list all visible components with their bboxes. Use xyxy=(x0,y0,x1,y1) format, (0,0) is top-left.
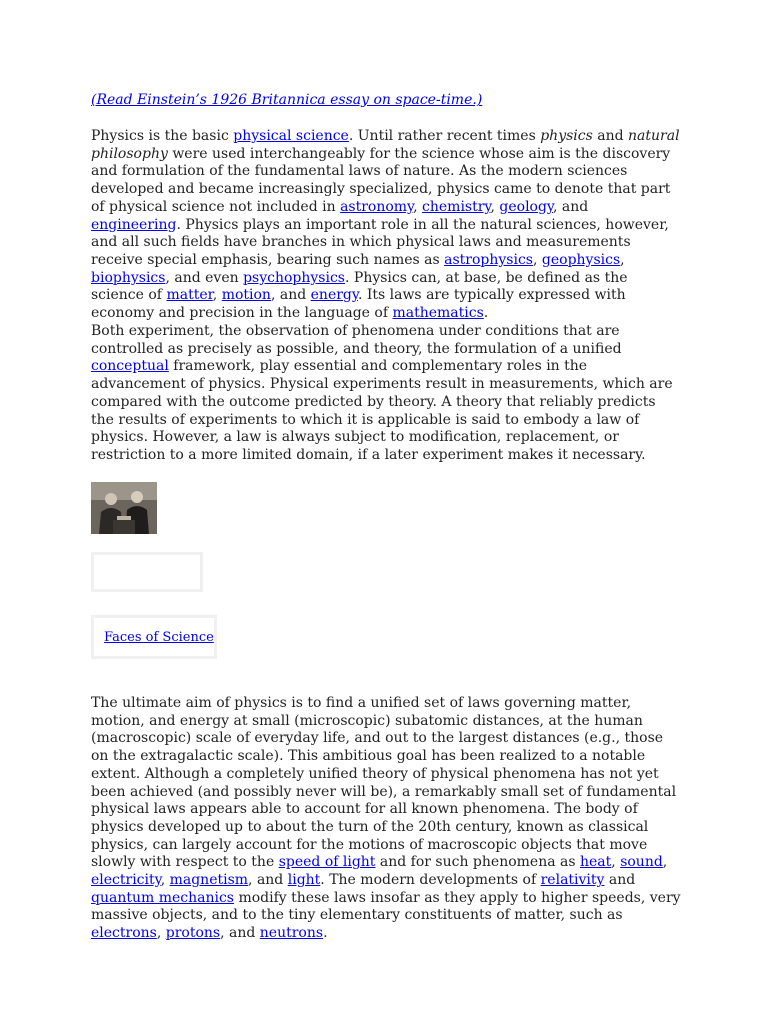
link-protons[interactable]: protons xyxy=(165,925,221,942)
link-quantum-mechanics[interactable]: quantum mechanics xyxy=(91,889,234,906)
scientists-photo-image xyxy=(91,482,157,534)
link-electrons[interactable]: electrons xyxy=(91,925,157,942)
faces-of-science-link[interactable]: Faces of Science xyxy=(104,630,214,645)
emphasis-natural-philosophy: natural philosophy xyxy=(91,128,680,162)
emphasis-physics: physics xyxy=(540,128,593,144)
link-geophysics[interactable]: geophysics xyxy=(541,251,621,268)
link-physical-science[interactable]: physical science xyxy=(233,128,349,144)
link-engineering[interactable]: engineering xyxy=(91,216,177,233)
link-astronomy[interactable]: astronomy xyxy=(340,198,414,215)
link-chemistry[interactable]: chemistry xyxy=(422,198,491,215)
paragraph-ultimate-aim: The ultimate aim of physics is to find a unified set of laws governing matter, motion, and energy at small (microscopic) subatomic distances, at the human (macroscopic) scale of everyday life, and out to the largest distances (e.g., those on the extragalactic scale). This ambitious goal has been realized to a notable extent. Although a completely unified theory of physical phenomena has not yet been achieved (and possibly never will be), a remarkably small set of fundamental physical laws appears able to account for all known phenomena. The body of physics developed up to about the turn of the 20th century, known as classical physics, can largely account for the motions of macroscopic objects that move slowly with respect to the speed of light and for such phenomena as heat, sound, electricity, magnetism, and light. The modern developments of relativity and quantum mechanics modify these laws insofar as they apply to higher speeds, very massive objects, and to the tiny elementary constituents of matter, such as electrons, protons, and neutrons. xyxy=(91,695,681,942)
link-neutrons[interactable]: neutrons xyxy=(259,925,324,942)
link-light[interactable]: light xyxy=(287,872,321,889)
paragraph-physics-definition: Physics is the basic physical science. Until rather recent times physics and natural philosophy were used interchangeably for the science whose aim is the discovery and formulation of the fundamental laws of nature. As the modern sciences developed and became increasingly specialized, physics came to denote that part of physical science not included in astronomy, chemistry, geology, and engineering. Physics plays an important role in all the natural sciences, however, and all such fields have branches in which physical laws and measurements receive special emphasis, bearing such names as astrophysics, geophysics, biophysics, and even psychophysics. Physics can, at base, be defined as the science of matter, motion, and energy. Its laws are typically expressed with economy and precision in the language of mathematics. xyxy=(91,128,680,322)
link-conceptual[interactable]: conceptual xyxy=(91,358,169,375)
einstein-essay-link[interactable]: (Read Einstein’s 1926 Britannica essay on space-time.) xyxy=(91,92,483,108)
link-relativity[interactable]: relativity xyxy=(540,872,605,889)
link-astrophysics[interactable]: astrophysics xyxy=(444,251,533,268)
paragraph-experiment-theory: Both experiment, the observation of phenomena under conditions that are controlled as precisely as possible, and theory, the formulation of a unified conceptual framework, play essential and complementary roles in the advancement of physics. Physical experiments result in measurements, which are compared with the outcome predicted by theory. A theory that reliably predicts the results of experiments to which it is applicable is said to embody a law of physics. However, a law is always subject to modification, replacement, or restriction to a more limited domain, if a later experiment makes it necessary. xyxy=(91,323,673,463)
link-psychophysics[interactable]: psychophysics xyxy=(243,269,345,286)
empty-media-box xyxy=(91,552,203,592)
link-speed-of-light[interactable]: speed of light xyxy=(278,854,376,871)
link-energy[interactable]: energy xyxy=(310,287,358,304)
link-motion[interactable]: motion xyxy=(221,287,271,304)
scientists-photo-thumbnail[interactable] xyxy=(91,482,157,534)
faces-of-science-box xyxy=(91,615,217,659)
link-electricity[interactable]: electricity xyxy=(91,872,161,889)
link-geology[interactable]: geology xyxy=(499,198,553,215)
link-matter[interactable]: matter xyxy=(166,287,213,304)
link-magnetism[interactable]: magnetism xyxy=(169,872,249,889)
link-biophysics[interactable]: biophysics xyxy=(91,269,166,286)
link-heat[interactable]: heat xyxy=(580,854,612,871)
link-mathematics[interactable]: mathematics xyxy=(392,305,484,322)
link-sound[interactable]: sound xyxy=(620,854,663,871)
